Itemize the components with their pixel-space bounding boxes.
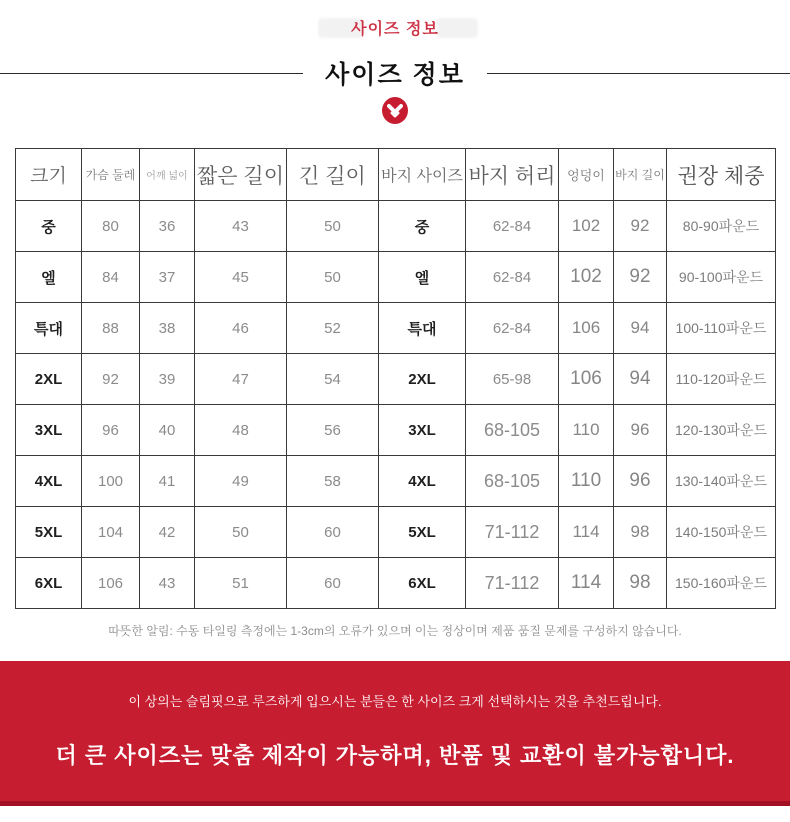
table-cell: 50 <box>195 507 287 558</box>
table-cell: 100 <box>82 456 140 507</box>
table-cell: 65-98 <box>466 354 559 405</box>
table-row <box>16 405 776 456</box>
table-cell: 106 <box>559 303 614 354</box>
table-cell: 90-100파운드 <box>667 252 776 303</box>
table-cell: 51 <box>195 558 287 609</box>
table-cell: 54 <box>287 354 379 405</box>
table-cell: 96 <box>614 456 667 507</box>
table-cell: 45 <box>195 252 287 303</box>
table-cell: 중 <box>16 201 82 252</box>
table-cell: 88 <box>82 303 140 354</box>
table-cell: 102 <box>559 252 614 303</box>
table-cell: 50 <box>287 201 379 252</box>
table-cell: 96 <box>82 405 140 456</box>
table-cell: 110-120파운드 <box>667 354 776 405</box>
table-cell: 3XL <box>379 405 466 456</box>
table-cell: 68-105 <box>466 456 559 507</box>
table-cell: 98 <box>614 507 667 558</box>
column-header: 크기 <box>16 149 82 201</box>
title-row <box>0 56 790 90</box>
table-cell: 2XL <box>16 354 82 405</box>
table-row <box>16 456 776 507</box>
table-cell: 37 <box>140 252 195 303</box>
table-row <box>16 507 776 558</box>
table-row <box>16 252 776 303</box>
table-cell: 80 <box>82 201 140 252</box>
table-cell: 50 <box>287 252 379 303</box>
table-cell: 84 <box>82 252 140 303</box>
table-cell: 43 <box>195 201 287 252</box>
table-cell: 92 <box>82 354 140 405</box>
table-cell: 71-112 <box>466 507 559 558</box>
ghost-artifact-right <box>436 18 478 38</box>
table-cell: 150-160파운드 <box>667 558 776 609</box>
size-table <box>15 148 776 609</box>
table-cell: 5XL <box>16 507 82 558</box>
top-label: 사이즈 정보 <box>351 20 439 38</box>
table-cell: 68-105 <box>466 405 559 456</box>
table-cell: 특대 <box>16 303 82 354</box>
table-cell: 106 <box>559 354 614 405</box>
title-rule-left <box>0 73 303 74</box>
table-cell: 110 <box>559 405 614 456</box>
table-cell: 43 <box>140 558 195 609</box>
table-cell: 특대 <box>379 303 466 354</box>
table-cell: 5XL <box>379 507 466 558</box>
table-cell: 114 <box>559 507 614 558</box>
table-cell: 42 <box>140 507 195 558</box>
table-cell: 80-90파운드 <box>667 201 776 252</box>
table-cell: 4XL <box>16 456 82 507</box>
table-row <box>16 354 776 405</box>
table-row <box>16 558 776 609</box>
table-cell: 94 <box>614 303 667 354</box>
table-cell: 96 <box>614 405 667 456</box>
table-cell: 106 <box>82 558 140 609</box>
table-cell: 100-110파운드 <box>667 303 776 354</box>
table-cell: 38 <box>140 303 195 354</box>
table-cell: 130-140파운드 <box>667 456 776 507</box>
table-cell: 140-150파운드 <box>667 507 776 558</box>
table-header-row <box>16 149 776 201</box>
table-cell: 94 <box>614 354 667 405</box>
column-header: 바지 사이즈 <box>379 149 466 201</box>
table-cell: 114 <box>559 558 614 609</box>
table-cell: 6XL <box>16 558 82 609</box>
table-cell: 102 <box>559 201 614 252</box>
table-cell: 48 <box>195 405 287 456</box>
table-cell: 58 <box>287 456 379 507</box>
banner-small-text: 이 상의는 슬림핏으로 루즈하게 입으시는 분들은 한 사이즈 크게 선택하시는 것을 추천드립니다. <box>128 694 662 709</box>
table-cell: 62-84 <box>466 252 559 303</box>
table-cell: 52 <box>287 303 379 354</box>
table-cell: 71-112 <box>466 558 559 609</box>
table-cell: 62-84 <box>466 201 559 252</box>
table-cell: 엘 <box>16 252 82 303</box>
table-cell: 47 <box>195 354 287 405</box>
table-row <box>16 303 776 354</box>
notice-banner <box>0 661 790 806</box>
size-table-header <box>16 149 776 201</box>
column-header: 바지 허리 <box>466 149 559 201</box>
column-header: 어깨 넓이 <box>140 149 195 201</box>
size-table-body <box>16 201 776 609</box>
table-cell: 중 <box>379 201 466 252</box>
column-header: 가슴 둘레 <box>82 149 140 201</box>
table-cell: 120-130파운드 <box>667 405 776 456</box>
table-cell: 56 <box>287 405 379 456</box>
table-cell: 104 <box>82 507 140 558</box>
banner-large-text: 더 큰 사이즈는 맞춤 제작이 가능하며, 반품 및 교환이 불가능합니다. <box>55 743 735 768</box>
top-label-row <box>0 12 790 42</box>
table-cell: 39 <box>140 354 195 405</box>
table-row <box>16 201 776 252</box>
table-cell: 46 <box>195 303 287 354</box>
table-cell: 3XL <box>16 405 82 456</box>
table-cell: 6XL <box>379 558 466 609</box>
table-cell: 60 <box>287 507 379 558</box>
column-header: 바지 길이 <box>614 149 667 201</box>
column-header: 권장 체중 <box>667 149 776 201</box>
table-cell: 40 <box>140 405 195 456</box>
table-cell: 92 <box>614 201 667 252</box>
table-cell: 4XL <box>379 456 466 507</box>
table-cell: 92 <box>614 252 667 303</box>
measurement-note: 따뜻한 알림: 수동 타일링 측정에는 1-3cm의 오류가 있으며 이는 정상이며 제품 품질 문제를 구성하지 않습니다. <box>108 624 682 638</box>
table-cell: 110 <box>559 456 614 507</box>
table-cell: 98 <box>614 558 667 609</box>
title-rule-right <box>487 73 790 74</box>
table-cell: 62-84 <box>466 303 559 354</box>
table-cell: 36 <box>140 201 195 252</box>
column-header: 엉덩이 <box>559 149 614 201</box>
table-cell: 60 <box>287 558 379 609</box>
page-title: 사이즈 정보 <box>325 61 465 89</box>
column-header: 긴 길이 <box>287 149 379 201</box>
column-header: 짧은 길이 <box>195 149 287 201</box>
table-cell: 49 <box>195 456 287 507</box>
chevron-down-icon <box>382 97 408 124</box>
table-cell: 2XL <box>379 354 466 405</box>
table-cell: 엘 <box>379 252 466 303</box>
table-cell: 41 <box>140 456 195 507</box>
